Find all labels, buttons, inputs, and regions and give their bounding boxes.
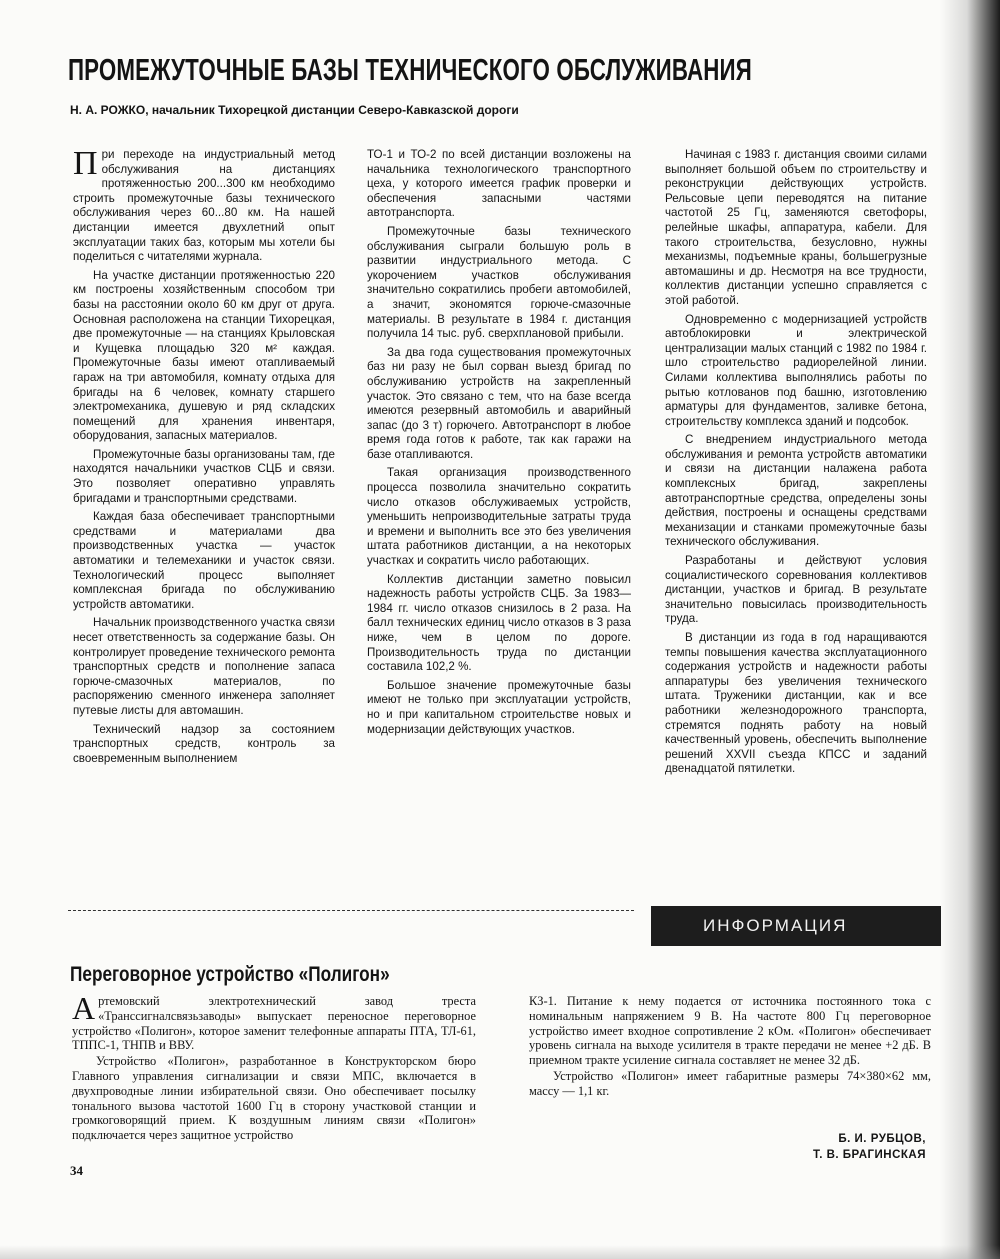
- info-title: Переговорное устройство «Полигон»: [70, 963, 390, 986]
- paragraph: С внедрением индустриального метода обслуживания и ремонта устройств автоматики и связи на дистанции налажена работа комплексных бригад, закреплены автотранспортные средства, определены зоны действия, построены и оснащены средствами механизации и станками промежуточные базы технического обслуживания.: [665, 433, 927, 549]
- info-banner: ИНФОРМАЦИЯ: [651, 906, 941, 946]
- paragraph: На участке дистанции протяженностью 220 км построены хозяйственным способом три базы на расстоянии около 60 км друг от друга. Основная расположена на станции Тихорецкая, две промежуточные — на станциях Крыловская и Кущевка площадью 320 м² каждая. Промежуточные базы имеют отапливаемый гараж на три автомобиля, комнату отдыха для бригады на 6 человек, комнату старшего электромеханика, душевую и ряд складских помещений для хранения инвентаря, оборудования, запасных материалов.: [73, 268, 335, 443]
- scan-bottom-shadow: [0, 1245, 1000, 1259]
- paragraph: Артемовский электротехнический завод треста «Транссигналсвязьзаводы» выпускает переносное переговорное устройство «Полигон», которое заменит телефонные аппараты ПТА, ТЛ-61, ТППС-1, ТНПВ и ВВУ.: [72, 990, 476, 1053]
- article-column-1: [73, 145, 335, 770]
- page-number: 34: [70, 1163, 83, 1178]
- paragraph: Начиная с 1983 г. дистанция своими силами выполняет большой объем по строительству и реконструкции действующих устройств. Рельсовые цепи переводятся на питание частотой 25 Гц, заменяются светофоры, релейные шкафы, аппаратура, кабели. Для такого строительства, безусловно, нужны механизмы, подъемные краны, большегрузные автомашины и др. Несмотря на все трудности, коллектив дистанции успешно справляется с этой работой.: [665, 148, 927, 307]
- article-column-3: [665, 148, 927, 781]
- paragraph: Одновременно с модернизацией устройств автоблокировки и электрической централизации малых станций с 1982 по 1984 г. шло строительство радиорелейной линии. Силами коллектива выполнялись работы по рытью котлованов под башню, изготовлению арматуры для фундаментов, заливке бетона, строительству комплекса зданий и подсобок.: [665, 312, 927, 428]
- scan-edge-shadow: [940, 0, 1000, 1259]
- author-name: Т. В. БРАГИНСКАЯ: [812, 1149, 926, 1161]
- paragraph: Устройство «Полигон», разработанное в Конструкторском бюро Главного управления сигнализации и связи МПС, включается в двухпроводные линии избирательной связи. Оно обеспечивает посылку тонального вызова частотой 1600 Гц в сторону участковой станции и громкоговорящий прием. К воздушным линиям связи «Полигон» подключается через защитное устройство: [72, 1054, 476, 1143]
- drop-cap: П: [73, 145, 98, 182]
- paragraph: За два года существования промежуточных баз ни разу не был сорван выезд бригад по обслуживанию устройств на закрепленный участок. Это связано с тем, что на базе всегда имеются резервный автомобиль и аварийный запас (до 3 т) горючего. Автотранспорт в любое время года готов к работе, так как гаражи на базе отапливаются.: [367, 345, 631, 461]
- info-column-2: [529, 994, 931, 1100]
- drop-cap: А: [72, 990, 96, 1026]
- paragraph: ТО-1 и ТО-2 по всей дистанции возложены на начальника технологического транспортного цеха, у которого имеется график проверки и обеспечения запасными частями автотранспорта.: [367, 148, 631, 220]
- paragraph: Начальник производственного участка связи несет ответственность за содержание базы. Он контролирует проведение технического ремонта транспортных средств и пополнение запаса горюче-смазочных материалов, по распоряжению сменного инженера заполняет путевые листы для автомашин.: [73, 616, 335, 717]
- info-column-1: [72, 990, 476, 1144]
- paragraph: Такая организация производственного процесса позволила значительно сократить число отказов обслуживаемых устройств, уменьшить непроизводительные затраты труда и времени и выполнить все это без увеличения штата работников дистанции, а на некоторых участках и сократить число работающих.: [367, 466, 631, 568]
- author-name: Б. И. РУБЦОВ,: [838, 1133, 926, 1145]
- article-byline: Н. А. РОЖКО, начальник Тихорецкой дистанции Северо-Кавказской дороги: [70, 103, 519, 117]
- paragraph: В дистанции из года в год наращиваются темпы повышения качества эксплуатационного содержания устройств и надежности работы аппаратуры без увеличения технического штата. Труженики дистанции, как и все работники железнодорожного транспорта, стремятся поднять работу на новый качественный уровень, обеспечить выполнение решений XXVII съезда КПСС и заданий двенадцатой пятилетки.: [665, 631, 927, 776]
- paragraph: Устройство «Полигон» имеет габаритные размеры 74×380×62 мм, массу — 1,1 кг.: [529, 1068, 931, 1098]
- paragraph: Разработаны и действуют условия социалистического соревнования коллективов дистанции, участков и бригад. В результате значительно повысилась производительность труда.: [665, 554, 927, 626]
- section-divider: [68, 910, 634, 912]
- info-authors: [813, 1131, 926, 1163]
- paragraph: КЗ-1. Питание к нему подается от источника постоянного тока с номинальным напряжением 9 В. На частоте 800 Гц переговорное устройство имеет входное сопротивление 2 кОм. «Полигон» обеспечивает уровень сигнала на выходе усилителя в тракте передачи не менее +2 дБ. В приемном тракте усиление сигнала составляет не менее 32 дБ.: [529, 994, 931, 1068]
- paragraph: Промежуточные базы организованы там, где находятся начальники участков СЦБ и связи. Это позволяет оперативно управлять бригадами и транспортными средствами.: [73, 447, 335, 505]
- paragraph: При переходе на индустриальный метод обслуживания на дистанциях протяженностью 200...300 км необходимо строить промежуточные базы технического обслуживания через 60...80 км. На нашей дистанции имеется двухлетний опыт эксплуатации таких баз, которым мы хотели бы поделиться с читателями журнала.: [73, 145, 335, 264]
- paragraph: Большое значение промежуточные базы имеют не только при эксплуатации устройств, но и при капитальном строительстве новых и модернизации действующих участков.: [367, 678, 631, 736]
- paragraph: Коллектив дистанции заметно повысил надежность работы устройств СЦБ. За 1983—1984 гг. число отказов снизилось в 2 раза. На балл технических единиц число отказов в 3 раза ниже, чем в целом по дороге. Производительность труда по дистанции составила 102,2 %.: [367, 572, 631, 674]
- paragraph: Промежуточные базы технического обслуживания сыграли большую роль в развитии индустриального метода. С укорочением участков обслуживания значительно сократились пробеги автомобилей, а значит, экономятся горюче-смазочные материалы. В результате в 1984 г. дистанция получила 14 тыс. руб. сверхплановой прибыли.: [367, 224, 631, 341]
- paragraph: Каждая база обеспечивает транспортными средствами и материалами два производственных участка — участок автоматики и телемеханики и участок связи. Технологический процесс выполняет комплексная бригада по обслуживанию устройств автоматики.: [73, 510, 335, 611]
- article-title: ПРОМЕЖУТОЧНЫЕ БАЗЫ ТЕХНИЧЕСКОГО ОБСЛУЖИВАНИЯ: [68, 52, 752, 87]
- paragraph: Технический надзор за состоянием транспортных средств, контроль за своевременным выполнением: [73, 722, 335, 765]
- article-column-2: [367, 148, 631, 741]
